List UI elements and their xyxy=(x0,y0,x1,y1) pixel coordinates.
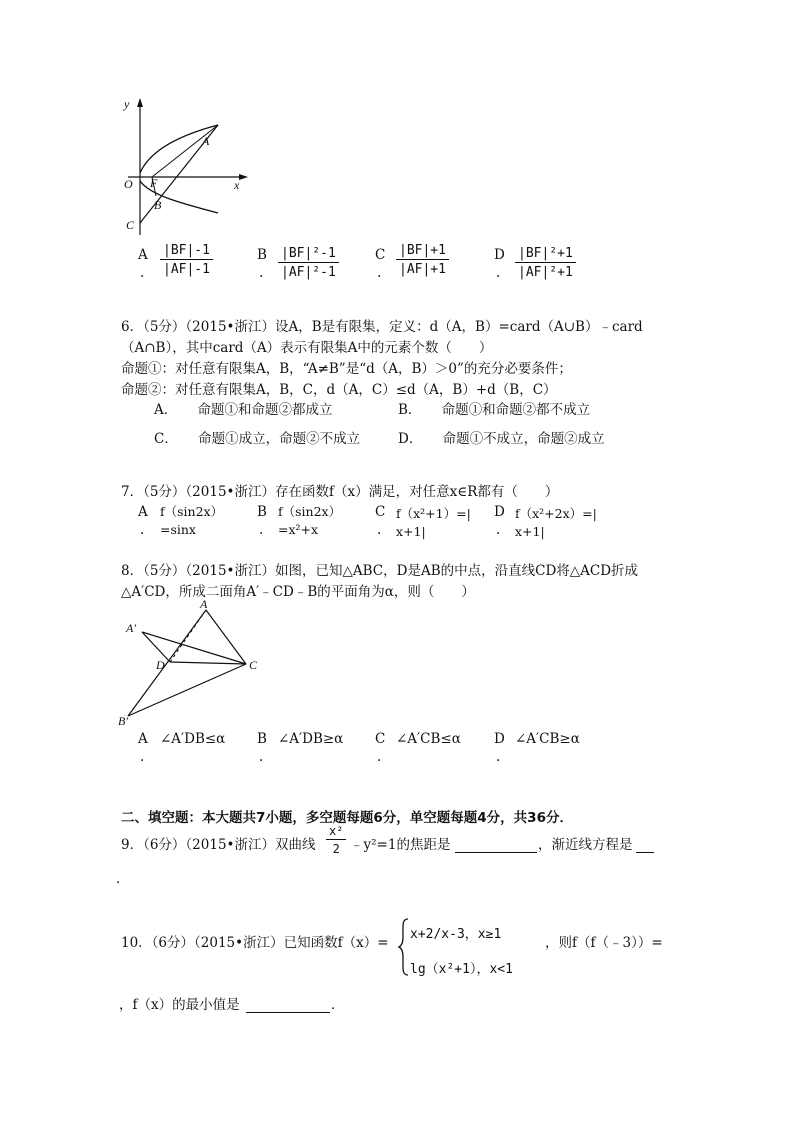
q6-line-4: 命题②：对任意有限集A，B，C，d（A，C）≤d（A，B）+d（B，C） xyxy=(121,382,557,398)
q7-option-b-dot: . xyxy=(259,522,264,538)
q6-option-d: D． 命题①不成立，命题②成立 xyxy=(398,431,605,447)
q9-prefix: 9．（6分）（2015•浙江）双曲线 xyxy=(121,837,316,853)
q5-b-numerator: |BF|²-1 xyxy=(278,246,339,263)
q8-option-c-letter: C xyxy=(375,731,386,747)
q7-option-c-line-2: x+1| xyxy=(396,524,426,539)
q9-fraction xyxy=(326,824,346,856)
q10-line-2: ，f（x）的最小值是 xyxy=(119,997,240,1013)
fig8-label-D: D xyxy=(156,658,165,672)
q8-option-a-dot: . xyxy=(140,749,145,765)
q8-option-d-text: ∠A′CB≥α xyxy=(515,731,580,747)
q7-option-d-letter: D xyxy=(494,504,505,520)
q8-option-d-letter: D xyxy=(494,731,505,747)
q6-line-2: （A∩B），其中card（A）表示有限集A中的元素个数（ ） xyxy=(121,340,493,356)
q5-option-c-fraction xyxy=(396,243,449,277)
q6-option-c: C． 命题①成立，命题②不成立 xyxy=(154,431,361,447)
q7-option-c-letter: C xyxy=(375,504,386,520)
q9-end: ． xyxy=(116,871,130,887)
q9-fraction-numerator: x² xyxy=(326,824,346,840)
q5-option-d-dot: . xyxy=(496,265,501,281)
q7-option-d-line-2: x+1| xyxy=(515,524,545,539)
q5-option-a-fraction xyxy=(160,243,213,277)
q5-option-b-dot: . xyxy=(259,265,264,281)
q7-option-b-letter: B xyxy=(257,504,267,520)
fig8-label-C: C xyxy=(249,658,258,672)
q5-a-denominator: |AF|-1 xyxy=(163,262,210,277)
q5-option-c-letter: C xyxy=(375,247,386,263)
q8-line-1: 8．（5分）（2015•浙江）如图，已知△ABC，D是AB的中点，沿直线CD将△ACD折成 xyxy=(121,563,639,579)
q6-line-1: 6．（5分）（2015•浙江）设A，B是有限集，定义：d（A，B）=card（A∪B）﹣card xyxy=(121,319,643,335)
q5-c-denominator: |AF|+1 xyxy=(399,262,446,277)
fig8-label-A: A xyxy=(200,597,208,611)
q7-option-b-line-2: =x²+x xyxy=(278,522,319,537)
q7-stem: 7．（5分）（2015•浙江）存在函数f（x）满足，对任意x∈R都有（ ） xyxy=(121,484,559,500)
fig5-label-O: O xyxy=(124,177,133,191)
q7-option-a-line-2: =sinx xyxy=(160,522,196,537)
q8-line-2: △A′CD，所成二面角A′﹣CD﹣B的平面角为α，则（ ） xyxy=(121,584,475,600)
q7-option-a-letter: A xyxy=(138,504,148,520)
q8-option-a-text: ∠A′DB≤α xyxy=(160,731,226,747)
q9-middle: ﹣y²=1的焦距是 xyxy=(350,837,451,853)
fig5-label-F: F xyxy=(150,176,158,190)
q5-option-b-fraction xyxy=(278,246,339,280)
q7-option-b-line-1: f（sin2x） xyxy=(278,504,342,519)
q10-prefix: 10．（6分）（2015•浙江）已知函数f（x）= xyxy=(121,935,389,951)
q10-blank-min-value[interactable] xyxy=(246,998,330,1013)
q10-case-2: lg（x²+1），x<1 xyxy=(410,962,513,977)
q9-blank-asymptote[interactable] xyxy=(636,838,654,853)
q5-option-d-letter: D xyxy=(494,247,505,263)
q5-b-denominator: |AF|²-1 xyxy=(281,265,336,280)
fig8-label-B-prime: B′ xyxy=(118,714,128,728)
q10-post: ，则f（f（﹣3））= xyxy=(545,935,663,951)
q8-option-b-text: ∠A′DB≥α xyxy=(278,731,344,747)
q6-line-3: 命题①：对任意有限集A，B，“A≠B”是“d（A，B）＞0”的充分必要条件； xyxy=(121,361,572,377)
q6-option-b: B． 命题①和命题②都不成立 xyxy=(398,402,591,418)
q8-option-d-dot: . xyxy=(496,749,501,765)
fig5-label-A: A xyxy=(202,134,210,148)
fig5-label-B: B xyxy=(154,198,162,212)
q7-option-a-line-1: f（sin2x） xyxy=(160,504,224,519)
q5-c-numerator: |BF|+1 xyxy=(396,243,449,260)
fold-triangle-figure xyxy=(118,598,278,728)
fig5-label-C: C xyxy=(126,218,135,232)
q9-blank-focal-distance[interactable] xyxy=(455,838,537,853)
q5-option-c-dot: . xyxy=(377,265,382,281)
q10-case-1: x+2/x-3，x≥1 xyxy=(410,927,502,942)
parabola-figure xyxy=(110,95,260,235)
q5-a-numerator: |BF|-1 xyxy=(160,243,213,260)
q9-post: ，渐近线方程是 xyxy=(538,837,633,853)
section-2-heading: 二、填空题：本大题共7小题，多空题每题6分，单空题每题4分，共36分． xyxy=(121,810,573,826)
q8-option-b-letter: B xyxy=(257,731,267,747)
q5-option-d-fraction xyxy=(515,246,576,280)
q5-option-a-dot: . xyxy=(140,265,145,281)
q7-option-d-dot: . xyxy=(496,522,501,538)
q5-option-b-letter: B xyxy=(257,247,267,263)
q7-option-a-dot: . xyxy=(140,522,145,538)
q5-d-denominator: |AF|²+1 xyxy=(518,265,573,280)
q5-option-a-letter: A xyxy=(138,247,148,263)
q8-option-a-letter: A xyxy=(138,731,148,747)
q5-d-numerator: |BF|²+1 xyxy=(515,246,576,263)
fig8-label-A-prime: A′ xyxy=(126,621,136,635)
fig5-label-y: y xyxy=(124,97,130,111)
q10-end: ． xyxy=(331,997,345,1013)
q10-brace xyxy=(398,917,410,977)
q7-option-c-line-1: f（x²+1）=| xyxy=(396,506,471,521)
q8-option-b-dot: . xyxy=(259,749,264,765)
q9-fraction-denominator: 2 xyxy=(332,842,340,856)
q7-option-c-dot: . xyxy=(377,522,382,538)
q8-option-c-dot: . xyxy=(377,749,382,765)
q6-option-a: A． 命题①和命题②都成立 xyxy=(154,402,333,418)
q7-option-d-line-1: f（x²+2x）=| xyxy=(515,506,597,521)
fig5-label-x: x xyxy=(234,178,240,192)
q8-option-c-text: ∠A′CB≤α xyxy=(396,731,461,747)
